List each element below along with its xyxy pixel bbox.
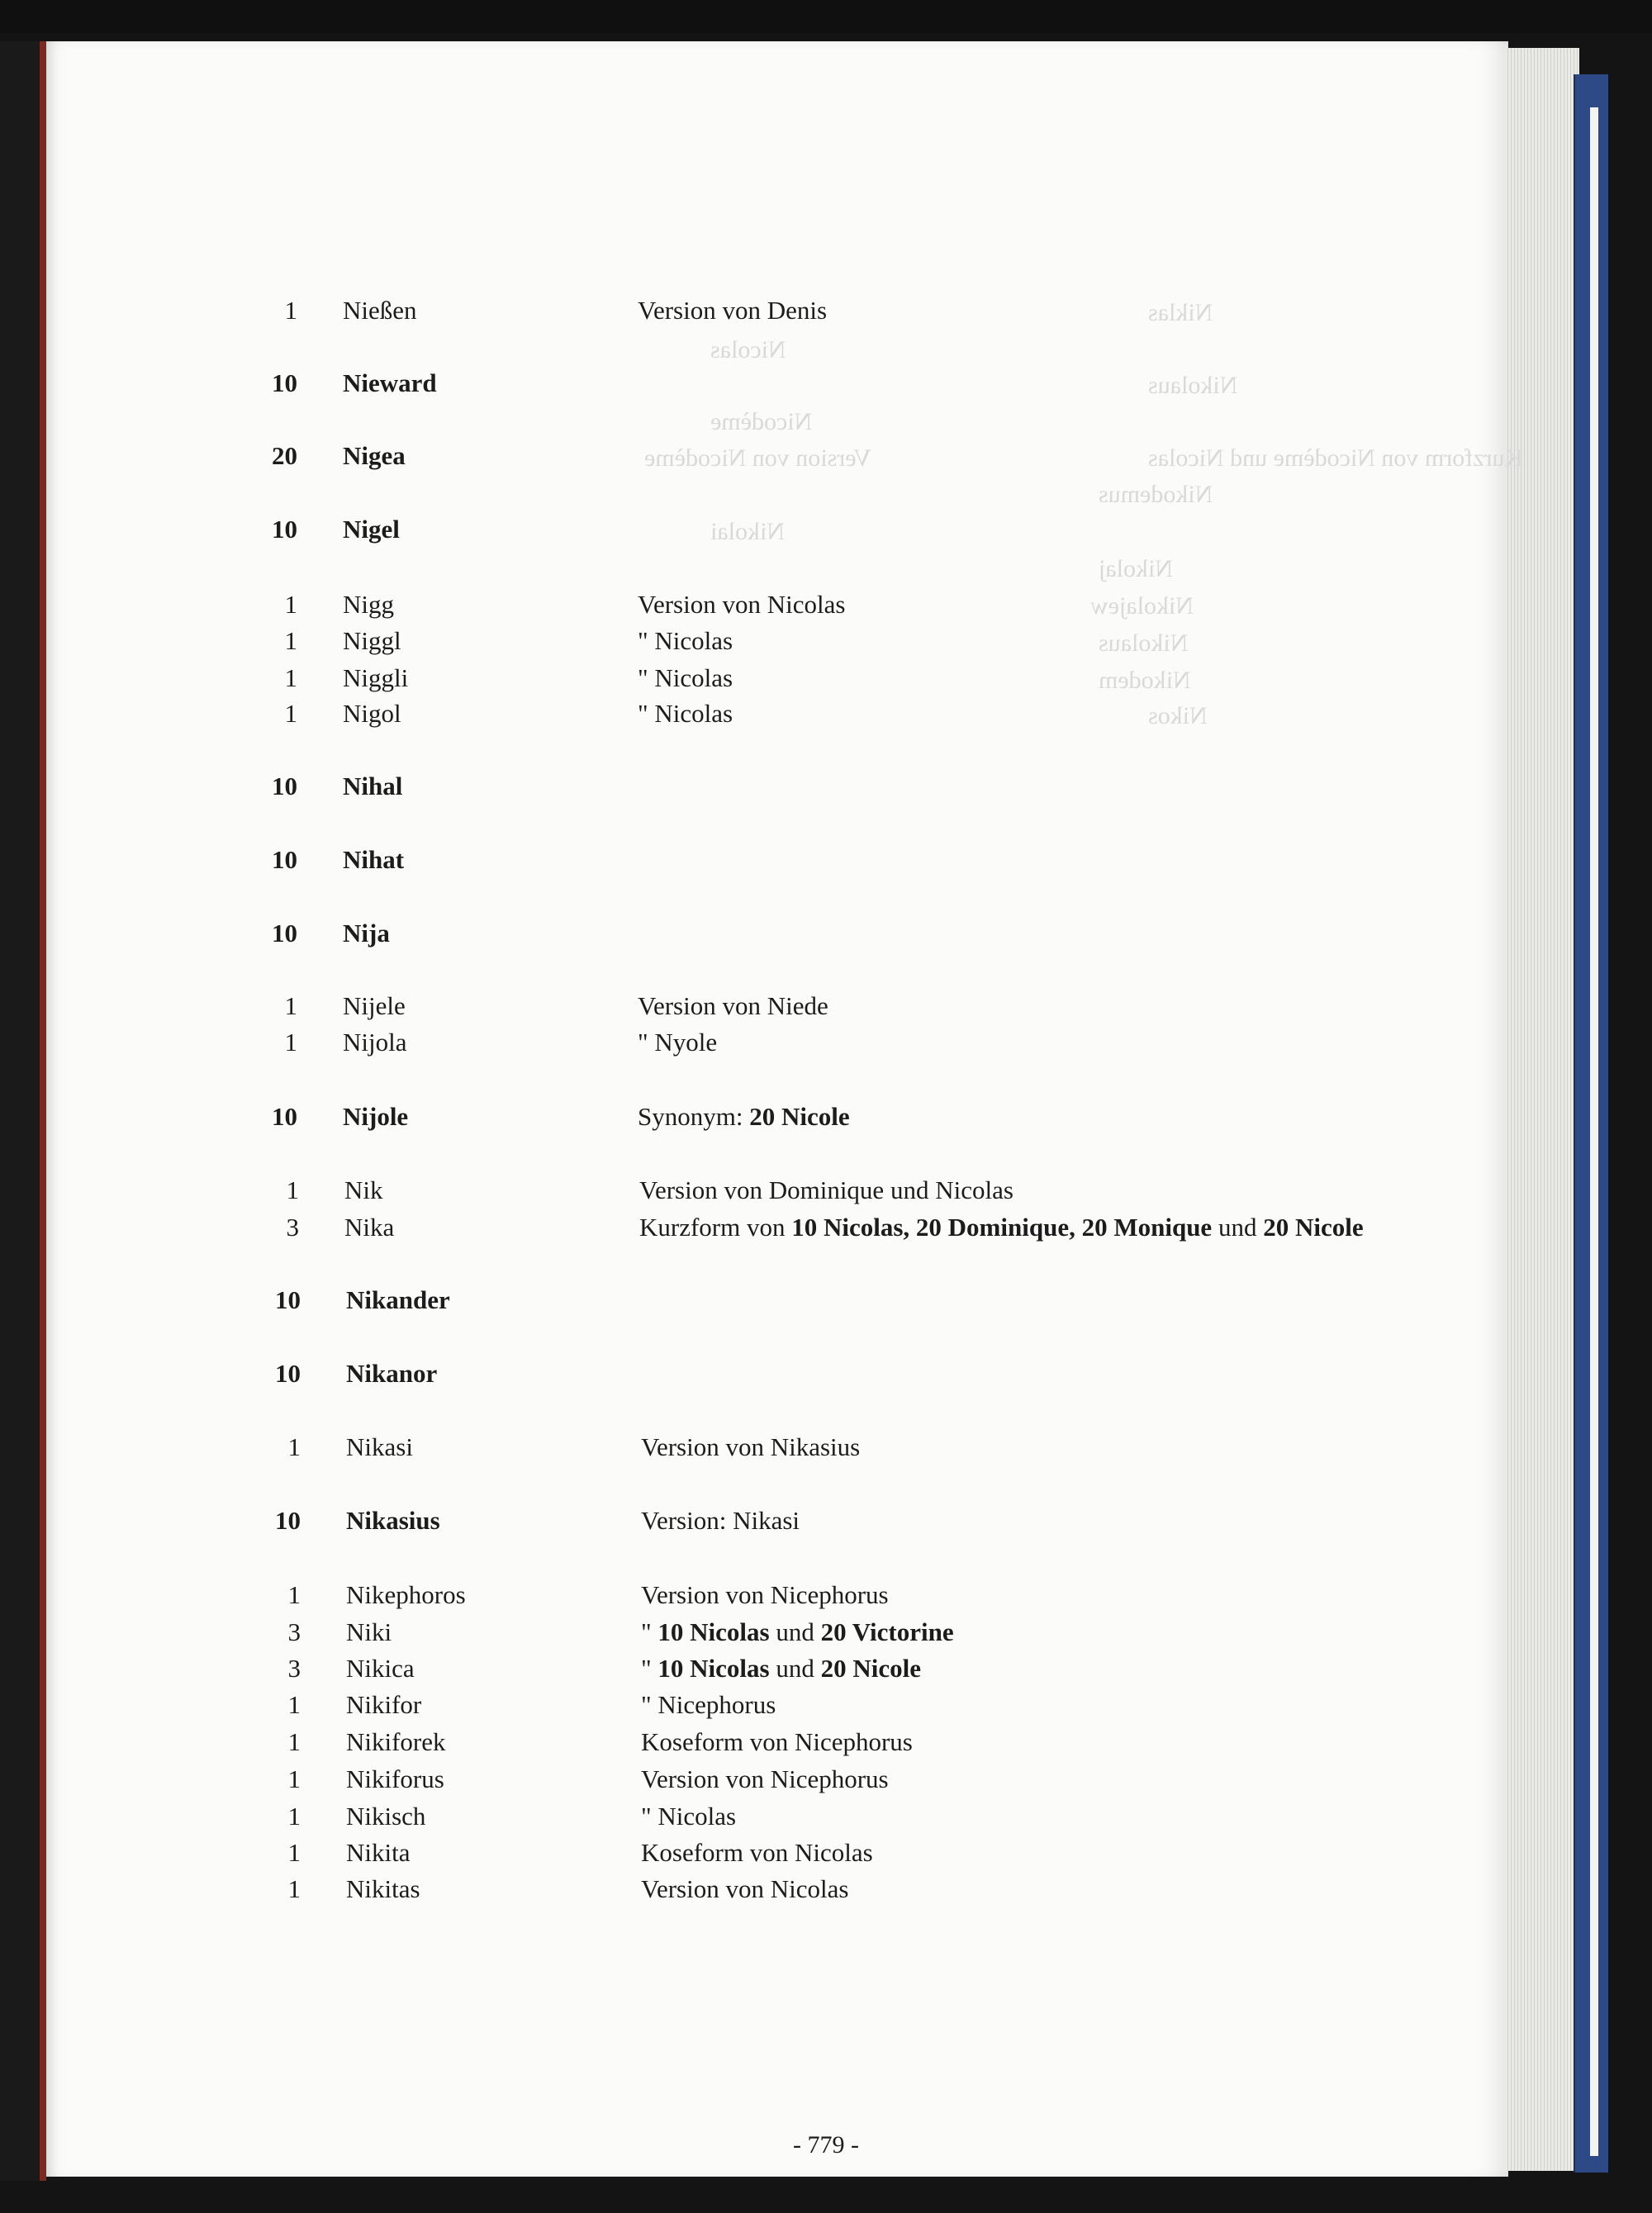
entry-name: Nikephoros [346,1580,466,1609]
entry-number: 1 [284,1028,297,1057]
entry-name: Nikita [346,1838,411,1867]
entry-number: 1 [287,1432,301,1461]
entry-number: 10 [272,772,297,800]
entry-number: 3 [287,1617,301,1646]
entry-number: 10 [272,515,297,544]
entry-description: Version von Nicolas [638,590,846,619]
entry-name: Nihal [343,772,403,800]
entry-name: Nikisch [346,1802,426,1831]
entry-name: Nigol [343,699,401,728]
entry-description: Koseform von Nicolas [641,1838,873,1867]
entry-name: Nijele [343,991,406,1020]
entry-number: 1 [284,991,297,1020]
entry-name: Nijola [343,1028,407,1057]
entry-number: 1 [284,590,297,619]
entry-number: 1 [287,1838,301,1867]
book-cover [1574,74,1608,2173]
entry-number: 10 [272,919,297,947]
entry-description: " Nicolas [638,699,733,728]
entry-name: Niggl [343,626,401,655]
entry-name: Nija [343,919,390,947]
entry-name: Nießen [343,296,417,325]
entry-description: Koseform von Nicephorus [641,1727,913,1756]
entry-description: Synonym: 20 Nicole [638,1102,850,1131]
entry-number: 1 [287,1690,301,1719]
entry-name: Nigg [343,590,394,619]
background [0,0,1652,33]
entry-name: Nigel [343,515,400,544]
entry-number: 1 [287,1727,301,1756]
entry-name: Nikasius [346,1506,440,1535]
entry-description: " Nicephorus [641,1690,776,1719]
bleed-word: Nikos [1148,702,1208,729]
entry-description: Version: Nikasi [641,1506,800,1535]
entry-description: " Nicolas [638,663,733,692]
bleed-word: Kurzform von Nicodème und Nicolas [1148,444,1523,472]
entry-name: Nikander [346,1285,450,1314]
book-spine-left [0,41,46,2181]
entry-name: Nieward [343,368,437,397]
bleed-word: Nikodem [1099,667,1191,694]
entry-description: " 10 Nicolas und 20 Victorine [641,1617,954,1646]
entry-name: Niggli [343,663,409,692]
entry-description: Version von Nicolas [641,1874,849,1903]
entry-number: 10 [275,1506,301,1535]
entry-name: Niki [346,1617,392,1646]
entry-number: 1 [287,1874,301,1903]
entry-name: Nikica [346,1654,415,1683]
entry-name: Nikifor [346,1690,422,1719]
entry-description: " Nicolas [641,1802,737,1831]
bleed-word: Nikolaj [1099,555,1173,582]
entry-description: Version von Nikasius [641,1432,861,1461]
entry-description: Version von Dominique und Nicolas [639,1175,1014,1204]
entry-number: 1 [284,296,297,325]
entry-number: 3 [286,1213,299,1242]
entry-name: Nikiforek [346,1727,446,1756]
bleed-word: Nikolai [710,518,785,545]
entry-number: 1 [286,1175,299,1204]
bleed-word: Nikolaus [1148,372,1238,399]
entry-number: 1 [284,663,297,692]
spine-edge [40,41,46,2181]
bleed-word: Niklas [1148,299,1213,326]
bleed-word: Nicodème [710,408,813,435]
entry-description: " Nyole [638,1028,718,1057]
entry-description: Kurzform von 10 Nicolas, 20 Dominique, 20 Monique und 20 Nicole [639,1213,1364,1242]
entry-number: 10 [272,845,297,874]
entry-number: 1 [287,1802,301,1831]
entry-number: 1 [284,699,297,728]
entry-number: 10 [275,1285,301,1314]
bleed-word: Nikodemus [1099,481,1213,508]
entry-name: Nijole [343,1102,409,1131]
entry-description: Version von Nicephorus [641,1764,889,1793]
page-number: - 779 - [793,2131,859,2158]
page-edges [1505,48,1579,2171]
entry-number: 10 [275,1359,301,1388]
entry-number: 10 [272,368,297,397]
cover-strip [1590,107,1598,2156]
bleed-word: Nikolaus [1099,629,1189,657]
entry-description: Version von Niede [638,991,828,1020]
entry-number: 3 [287,1654,301,1683]
entry-number: 10 [272,1102,297,1131]
entry-name: Nik [344,1175,383,1204]
entry-name: Nihat [343,845,405,874]
entry-number: 1 [287,1580,301,1609]
entry-name: Nika [344,1213,395,1242]
bleed-word: Nicolas [710,336,786,363]
entry-number: 1 [287,1764,301,1793]
entry-name: Nikasi [346,1432,413,1461]
entry-name: Nigea [343,441,406,470]
bleed-word: Version von Nicodème [644,444,871,472]
entry-description: Version von Nicephorus [641,1580,889,1609]
entry-name: Nikiforus [346,1764,444,1793]
entry-description: " Nicolas [638,626,733,655]
entry-name: Nikanor [346,1359,438,1388]
entry-description: " 10 Nicolas und 20 Nicole [641,1654,921,1683]
entry-number: 1 [284,626,297,655]
entry-number: 20 [272,441,297,470]
entry-name: Nikitas [346,1874,420,1903]
entry-description: Version von Denis [638,296,828,325]
bleed-word: Nikolajew [1090,592,1194,620]
